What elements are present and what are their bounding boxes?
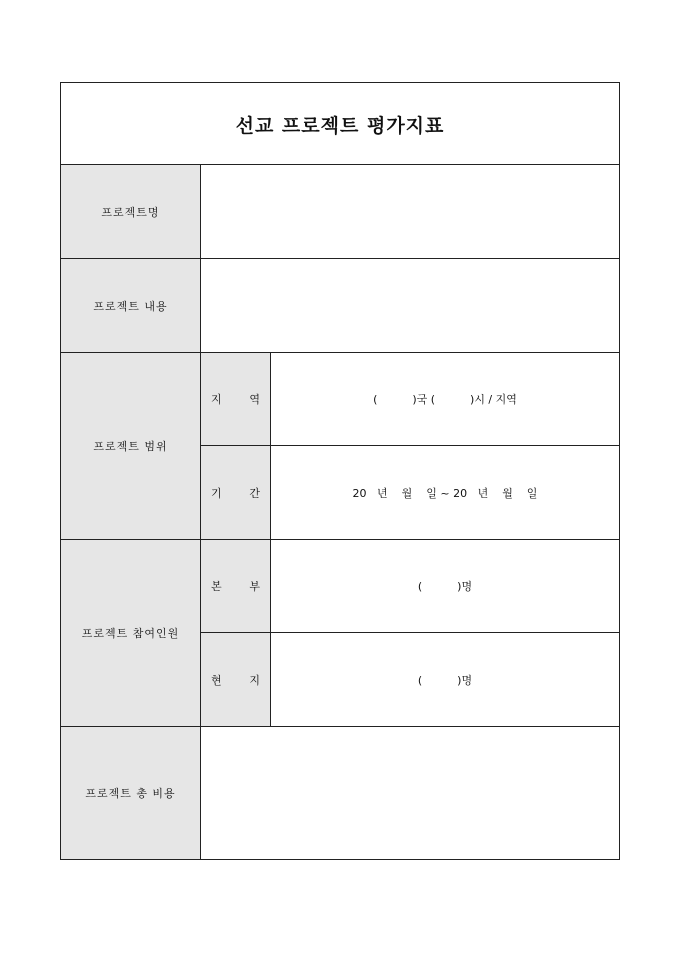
region-field[interactable]	[271, 353, 619, 445]
period-value: 20 년 월 일 ~ 20 년 월 일	[352, 486, 538, 500]
project-name-label-cell	[61, 165, 200, 258]
project-content-label: 프로젝트 내용	[93, 299, 168, 313]
project-name-label: 프로젝트명	[101, 205, 160, 219]
project-content-field[interactable]	[201, 259, 619, 352]
evaluation-form	[60, 82, 620, 860]
region-label-b: 역	[249, 393, 260, 406]
total-cost-field[interactable]	[201, 727, 619, 859]
project-scope-label-cell	[61, 353, 200, 539]
hq-value: ( )명	[417, 580, 473, 593]
local-label-cell	[201, 633, 270, 726]
period-label-cell	[201, 446, 270, 539]
period-label-b: 간	[249, 486, 260, 500]
local-label-a: 현	[211, 673, 222, 687]
project-content-label-cell	[61, 259, 200, 352]
total-cost-label: 프로젝트 총 비용	[85, 787, 176, 800]
hq-label-cell	[201, 540, 270, 632]
period-field[interactable]	[271, 446, 619, 539]
period-label-a: 기	[211, 486, 222, 500]
divider	[270, 353, 271, 726]
hq-label-a: 본	[211, 580, 222, 593]
hq-label-b: 부	[249, 580, 260, 593]
total-cost-label-cell	[61, 727, 200, 859]
project-scope-label: 프로젝트 범위	[93, 440, 168, 453]
local-field[interactable]	[271, 633, 619, 726]
participants-label: 프로젝트 참여인원	[81, 627, 180, 640]
region-value: ( )국 ( )시 / 지역	[373, 393, 517, 406]
region-label-a: 지	[211, 393, 222, 406]
participants-label-cell	[61, 540, 200, 726]
hq-field[interactable]	[271, 540, 619, 632]
project-name-field[interactable]	[201, 165, 619, 258]
region-label-cell	[201, 353, 270, 445]
divider	[200, 165, 201, 859]
form-title: 선교 프로젝트 평가지표	[235, 114, 445, 137]
local-value: ( )명	[417, 673, 473, 687]
local-label-b: 지	[249, 673, 260, 687]
